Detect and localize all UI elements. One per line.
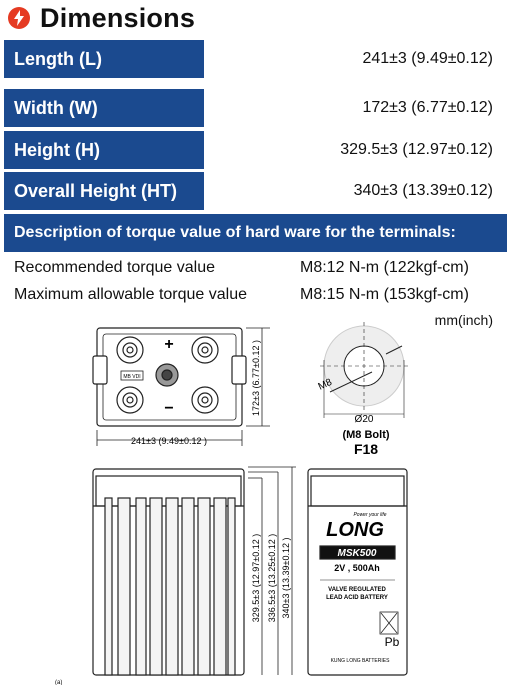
torque-value: M8:15 N-m (153kgf-cm) [300,286,469,303]
dimension-label: Width (W) [4,89,204,127]
top-label: MB VDI [123,374,141,380]
torque-label: Maximum allowable torque value [14,286,247,303]
type-line-2: LEAD ACID BATTERY [326,595,388,601]
torque-heading: Description of torque value of hard ware for the terminals: [4,214,507,252]
page-title: Dimensions [40,2,196,33]
bolt-diameter-label: Ø20 [354,414,374,425]
dimension-value: 172±3 (6.77±0.12) [362,99,493,116]
top-width-dim: 241±3 (9.49±0.12 ) [131,436,207,446]
type-line-1: VALVE REGULATED [328,587,386,593]
minus-sign: − [164,400,174,417]
dimension-label: Overall Height (HT) [4,172,204,210]
torque-value: M8:12 N-m (122kgf-cm) [300,259,469,276]
height-dim-2: 336.5±3 (13.25±0.12 ) [267,533,277,623]
maker-label: KUNG LONG BATTERIES [330,658,390,664]
dimension-label: Height (H) [4,131,204,169]
dimension-value: 340±3 (13.39±0.12) [353,182,493,199]
rating-label: 2V , 500Ah [334,563,380,573]
torque-label: Recommended torque value [14,259,216,276]
height-dim-1: 329.5±3 (12.97±0.12 ) [251,533,261,623]
top-depth-dim: 172±3 (6.77±0.12 ) [251,340,261,416]
dimension-value: 329.5±3 (12.97±0.12) [340,141,493,158]
footnote-mark: (a) [55,680,63,685]
dimension-label: Length (L) [4,40,204,78]
bolt-detail [320,322,408,418]
brand-slogan: Power your life [353,512,387,518]
height-dim-3: 340±3 (13.39±0.12 ) [281,537,291,619]
unit-note: mm(inch) [434,312,493,328]
pb-mark: Pb [384,635,400,649]
bolt-caption: (M8 Bolt) [342,429,390,441]
brand-logo: LONG [326,519,384,541]
bolt-m8-label: M8 [316,376,334,393]
battery-side-view [93,469,244,675]
model-label: MSK500 [337,548,377,559]
dimension-value: 241±3 (9.49±0.12) [362,50,493,67]
bolt-code: F18 [353,441,379,457]
plus-sign: + [164,336,174,353]
